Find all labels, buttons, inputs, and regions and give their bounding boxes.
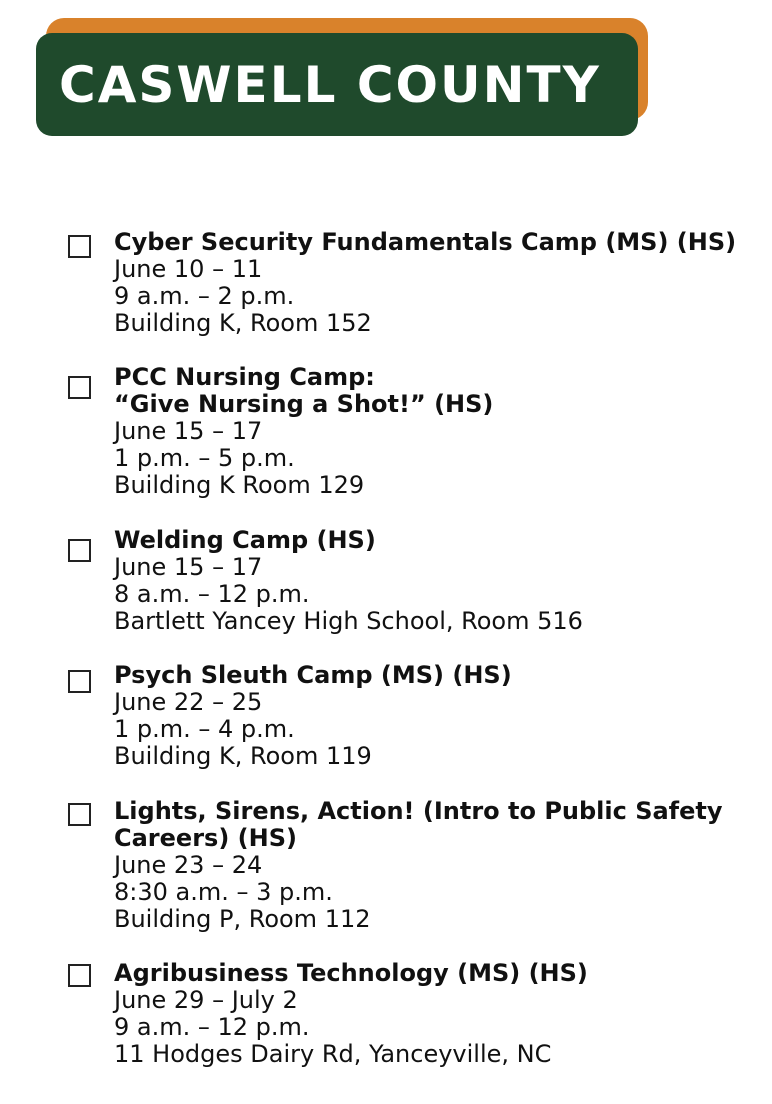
camp-details bbox=[114, 527, 772, 635]
camp-time: 9 a.m. – 12 p.m. bbox=[114, 1013, 310, 1041]
checkbox-icon[interactable] bbox=[68, 670, 91, 693]
checkbox-icon[interactable] bbox=[68, 235, 91, 258]
camp-details bbox=[114, 960, 772, 1068]
camp-title: Psych Sleuth Camp (MS) (HS) bbox=[114, 661, 512, 689]
camp-title: Welding Camp (HS) bbox=[114, 526, 376, 554]
camp-title: Careers) (HS) bbox=[114, 824, 297, 852]
camp-title: Cyber Security Fundamentals Camp (MS) (HS) bbox=[114, 228, 737, 256]
camp-title: Lights, Sirens, Action! (Intro to Public Safety bbox=[114, 797, 723, 825]
camp-dates: June 10 – 11 bbox=[114, 255, 263, 283]
county-title: CASWELL COUNTY bbox=[59, 55, 601, 114]
camp-details bbox=[114, 364, 772, 499]
camp-dates: June 23 – 24 bbox=[114, 851, 263, 879]
checkbox-icon[interactable] bbox=[68, 803, 91, 826]
camp-time: 9 a.m. – 2 p.m. bbox=[114, 282, 295, 310]
camp-time: 8 a.m. – 12 p.m. bbox=[114, 580, 310, 608]
camp-details bbox=[114, 798, 772, 933]
camp-title: “Give Nursing a Shot!” (HS) bbox=[114, 390, 494, 418]
camp-location: Bartlett Yancey High School, Room 516 bbox=[114, 607, 583, 635]
checkbox-icon[interactable] bbox=[68, 539, 91, 562]
camp-title: PCC Nursing Camp: bbox=[114, 363, 375, 391]
camp-dates: June 22 – 25 bbox=[114, 688, 263, 716]
camp-details bbox=[114, 662, 772, 770]
camp-location: Building K, Room 119 bbox=[114, 742, 372, 770]
camp-time: 8:30 a.m. – 3 p.m. bbox=[114, 878, 333, 906]
camp-dates: June 29 – July 2 bbox=[114, 986, 298, 1014]
checkbox-icon[interactable] bbox=[68, 964, 91, 987]
camp-details bbox=[114, 229, 772, 337]
camp-time: 1 p.m. – 4 p.m. bbox=[114, 715, 295, 743]
camp-dates: June 15 – 17 bbox=[114, 553, 263, 581]
camp-location: 11 Hodges Dairy Rd, Yanceyville, NC bbox=[114, 1040, 552, 1068]
camp-location: Building K, Room 152 bbox=[114, 309, 372, 337]
camp-dates: June 15 – 17 bbox=[114, 417, 263, 445]
camp-title: Agribusiness Technology (MS) (HS) bbox=[114, 959, 588, 987]
camp-location: Building K Room 129 bbox=[114, 471, 365, 499]
camp-time: 1 p.m. – 5 p.m. bbox=[114, 444, 295, 472]
checkbox-icon[interactable] bbox=[68, 376, 91, 399]
camp-location: Building P, Room 112 bbox=[114, 905, 371, 933]
